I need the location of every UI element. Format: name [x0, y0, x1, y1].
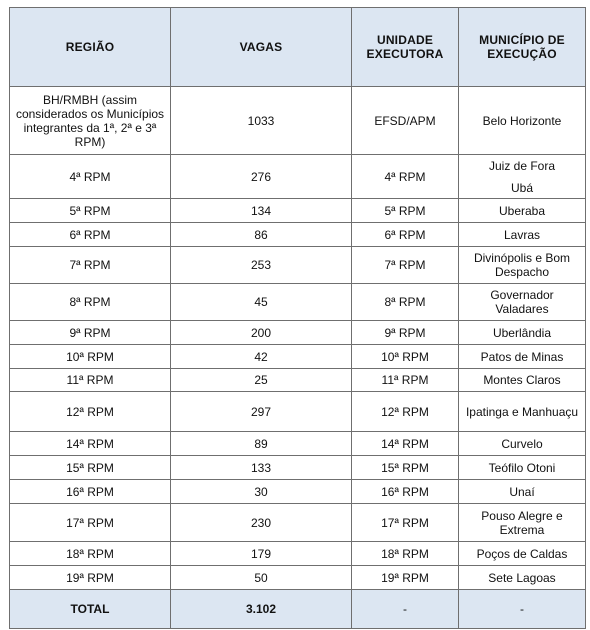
cell-unidade: 8ª RPM: [352, 284, 459, 321]
cell-municipio: Uberaba: [459, 199, 586, 223]
total-unidade: -: [352, 590, 459, 629]
cell-municipio: Ipatinga e Manhuaçu: [459, 392, 586, 432]
table-row: [10, 247, 586, 284]
cell-vagas: 230: [171, 504, 352, 542]
cell-municipio-second: Ubá: [510, 180, 533, 195]
total-row: [10, 590, 586, 629]
cell-vagas: 276: [171, 155, 352, 199]
cell-unidade: 12ª RPM: [352, 392, 459, 432]
cell-vagas: 25: [171, 369, 352, 392]
cell-unidade: EFSD/APM: [352, 87, 459, 155]
table-row: [10, 155, 586, 199]
cell-municipio: Divinópolis e Bom Despacho: [459, 247, 586, 284]
cell-unidade: 11ª RPM: [352, 369, 459, 392]
vagas-table: [9, 7, 586, 629]
cell-vagas: 133: [171, 456, 352, 480]
cell-regiao: 9ª RPM: [10, 321, 171, 345]
cell-vagas: 297: [171, 392, 352, 432]
header-unidade-line1: UNIDADE: [376, 33, 434, 47]
cell-regiao: 8ª RPM: [10, 284, 171, 321]
cell-municipio: Teófilo Otoni: [459, 456, 586, 480]
total-label: TOTAL: [10, 590, 171, 629]
cell-vagas: 200: [171, 321, 352, 345]
cell-unidade: 14ª RPM: [352, 432, 459, 456]
cell-municipio: Sete Lagoas: [459, 566, 586, 590]
cell-municipio: Pouso Alegre e Extrema: [459, 504, 586, 542]
table-row: [10, 542, 586, 566]
cell-vagas: 1033: [171, 87, 352, 155]
cell-unidade: 15ª RPM: [352, 456, 459, 480]
header-vagas: VAGAS: [171, 8, 352, 87]
cell-unidade: 10ª RPM: [352, 345, 459, 369]
table-row: [10, 480, 586, 504]
cell-vagas: 179: [171, 542, 352, 566]
header-unidade-line2: EXECUTORA: [366, 47, 444, 61]
cell-unidade: 19ª RPM: [352, 566, 459, 590]
cell-municipio: Poços de Caldas: [459, 542, 586, 566]
cell-vagas: 89: [171, 432, 352, 456]
table-header-row: [10, 8, 586, 87]
table-row: [10, 392, 586, 432]
table-row: [10, 369, 586, 392]
cell-vagas: 45: [171, 284, 352, 321]
cell-regiao: 15ª RPM: [10, 456, 171, 480]
cell-vagas: 42: [171, 345, 352, 369]
table-row: [10, 566, 586, 590]
total-municipio: -: [459, 590, 586, 629]
cell-municipio: Belo Horizonte: [459, 87, 586, 155]
cell-municipio: Lavras: [459, 223, 586, 247]
cell-municipio-first: Juiz de Fora: [488, 158, 556, 173]
cell-regiao: 4ª RPM: [10, 155, 171, 199]
table-row: [10, 199, 586, 223]
cell-regiao: 18ª RPM: [10, 542, 171, 566]
cell-regiao: 10ª RPM: [10, 345, 171, 369]
cell-regiao: 11ª RPM: [10, 369, 171, 392]
cell-municipio: Unaí: [459, 480, 586, 504]
cell-municipio: Montes Claros: [459, 369, 586, 392]
table-row: [10, 504, 586, 542]
cell-vagas: 50: [171, 566, 352, 590]
table-row: [10, 223, 586, 247]
total-vagas: 3.102: [171, 590, 352, 629]
cell-municipio: Curvelo: [459, 432, 586, 456]
cell-unidade: 4ª RPM: [352, 155, 459, 199]
table-row: [10, 432, 586, 456]
cell-regiao: BH/RMBH (assim considerados os Municípios integrantes da 1ª, 2ª e 3ª RPM): [10, 87, 171, 155]
header-municipio-line1: MUNICÍPIO DE: [479, 33, 565, 47]
header-municipio: [459, 8, 586, 87]
cell-vagas: 134: [171, 199, 352, 223]
cell-municipio: [459, 155, 586, 199]
cell-regiao: 7ª RPM: [10, 247, 171, 284]
cell-unidade: 18ª RPM: [352, 542, 459, 566]
cell-regiao: 12ª RPM: [10, 392, 171, 432]
cell-municipio: Patos de Minas: [459, 345, 586, 369]
header-municipio-line2: EXECUÇÃO: [487, 47, 557, 61]
cell-regiao: 6ª RPM: [10, 223, 171, 247]
cell-unidade: 17ª RPM: [352, 504, 459, 542]
cell-municipio: Governador Valadares: [459, 284, 586, 321]
cell-unidade: 6ª RPM: [352, 223, 459, 247]
cell-unidade: 5ª RPM: [352, 199, 459, 223]
cell-unidade: 9ª RPM: [352, 321, 459, 345]
table-row: [10, 321, 586, 345]
cell-vagas: 86: [171, 223, 352, 247]
table-row: [10, 284, 586, 321]
cell-unidade: 7ª RPM: [352, 247, 459, 284]
cell-unidade: 16ª RPM: [352, 480, 459, 504]
cell-municipio: Uberlândia: [459, 321, 586, 345]
cell-regiao: 19ª RPM: [10, 566, 171, 590]
cell-vagas: 30: [171, 480, 352, 504]
header-unidade: [352, 8, 459, 87]
cell-vagas: 253: [171, 247, 352, 284]
table-row: [10, 456, 586, 480]
cell-regiao: 5ª RPM: [10, 199, 171, 223]
table-row: [10, 345, 586, 369]
cell-regiao: 14ª RPM: [10, 432, 171, 456]
table-row: [10, 87, 586, 155]
header-regiao: REGIÃO: [10, 8, 171, 87]
cell-regiao: 16ª RPM: [10, 480, 171, 504]
cell-regiao: 17ª RPM: [10, 504, 171, 542]
